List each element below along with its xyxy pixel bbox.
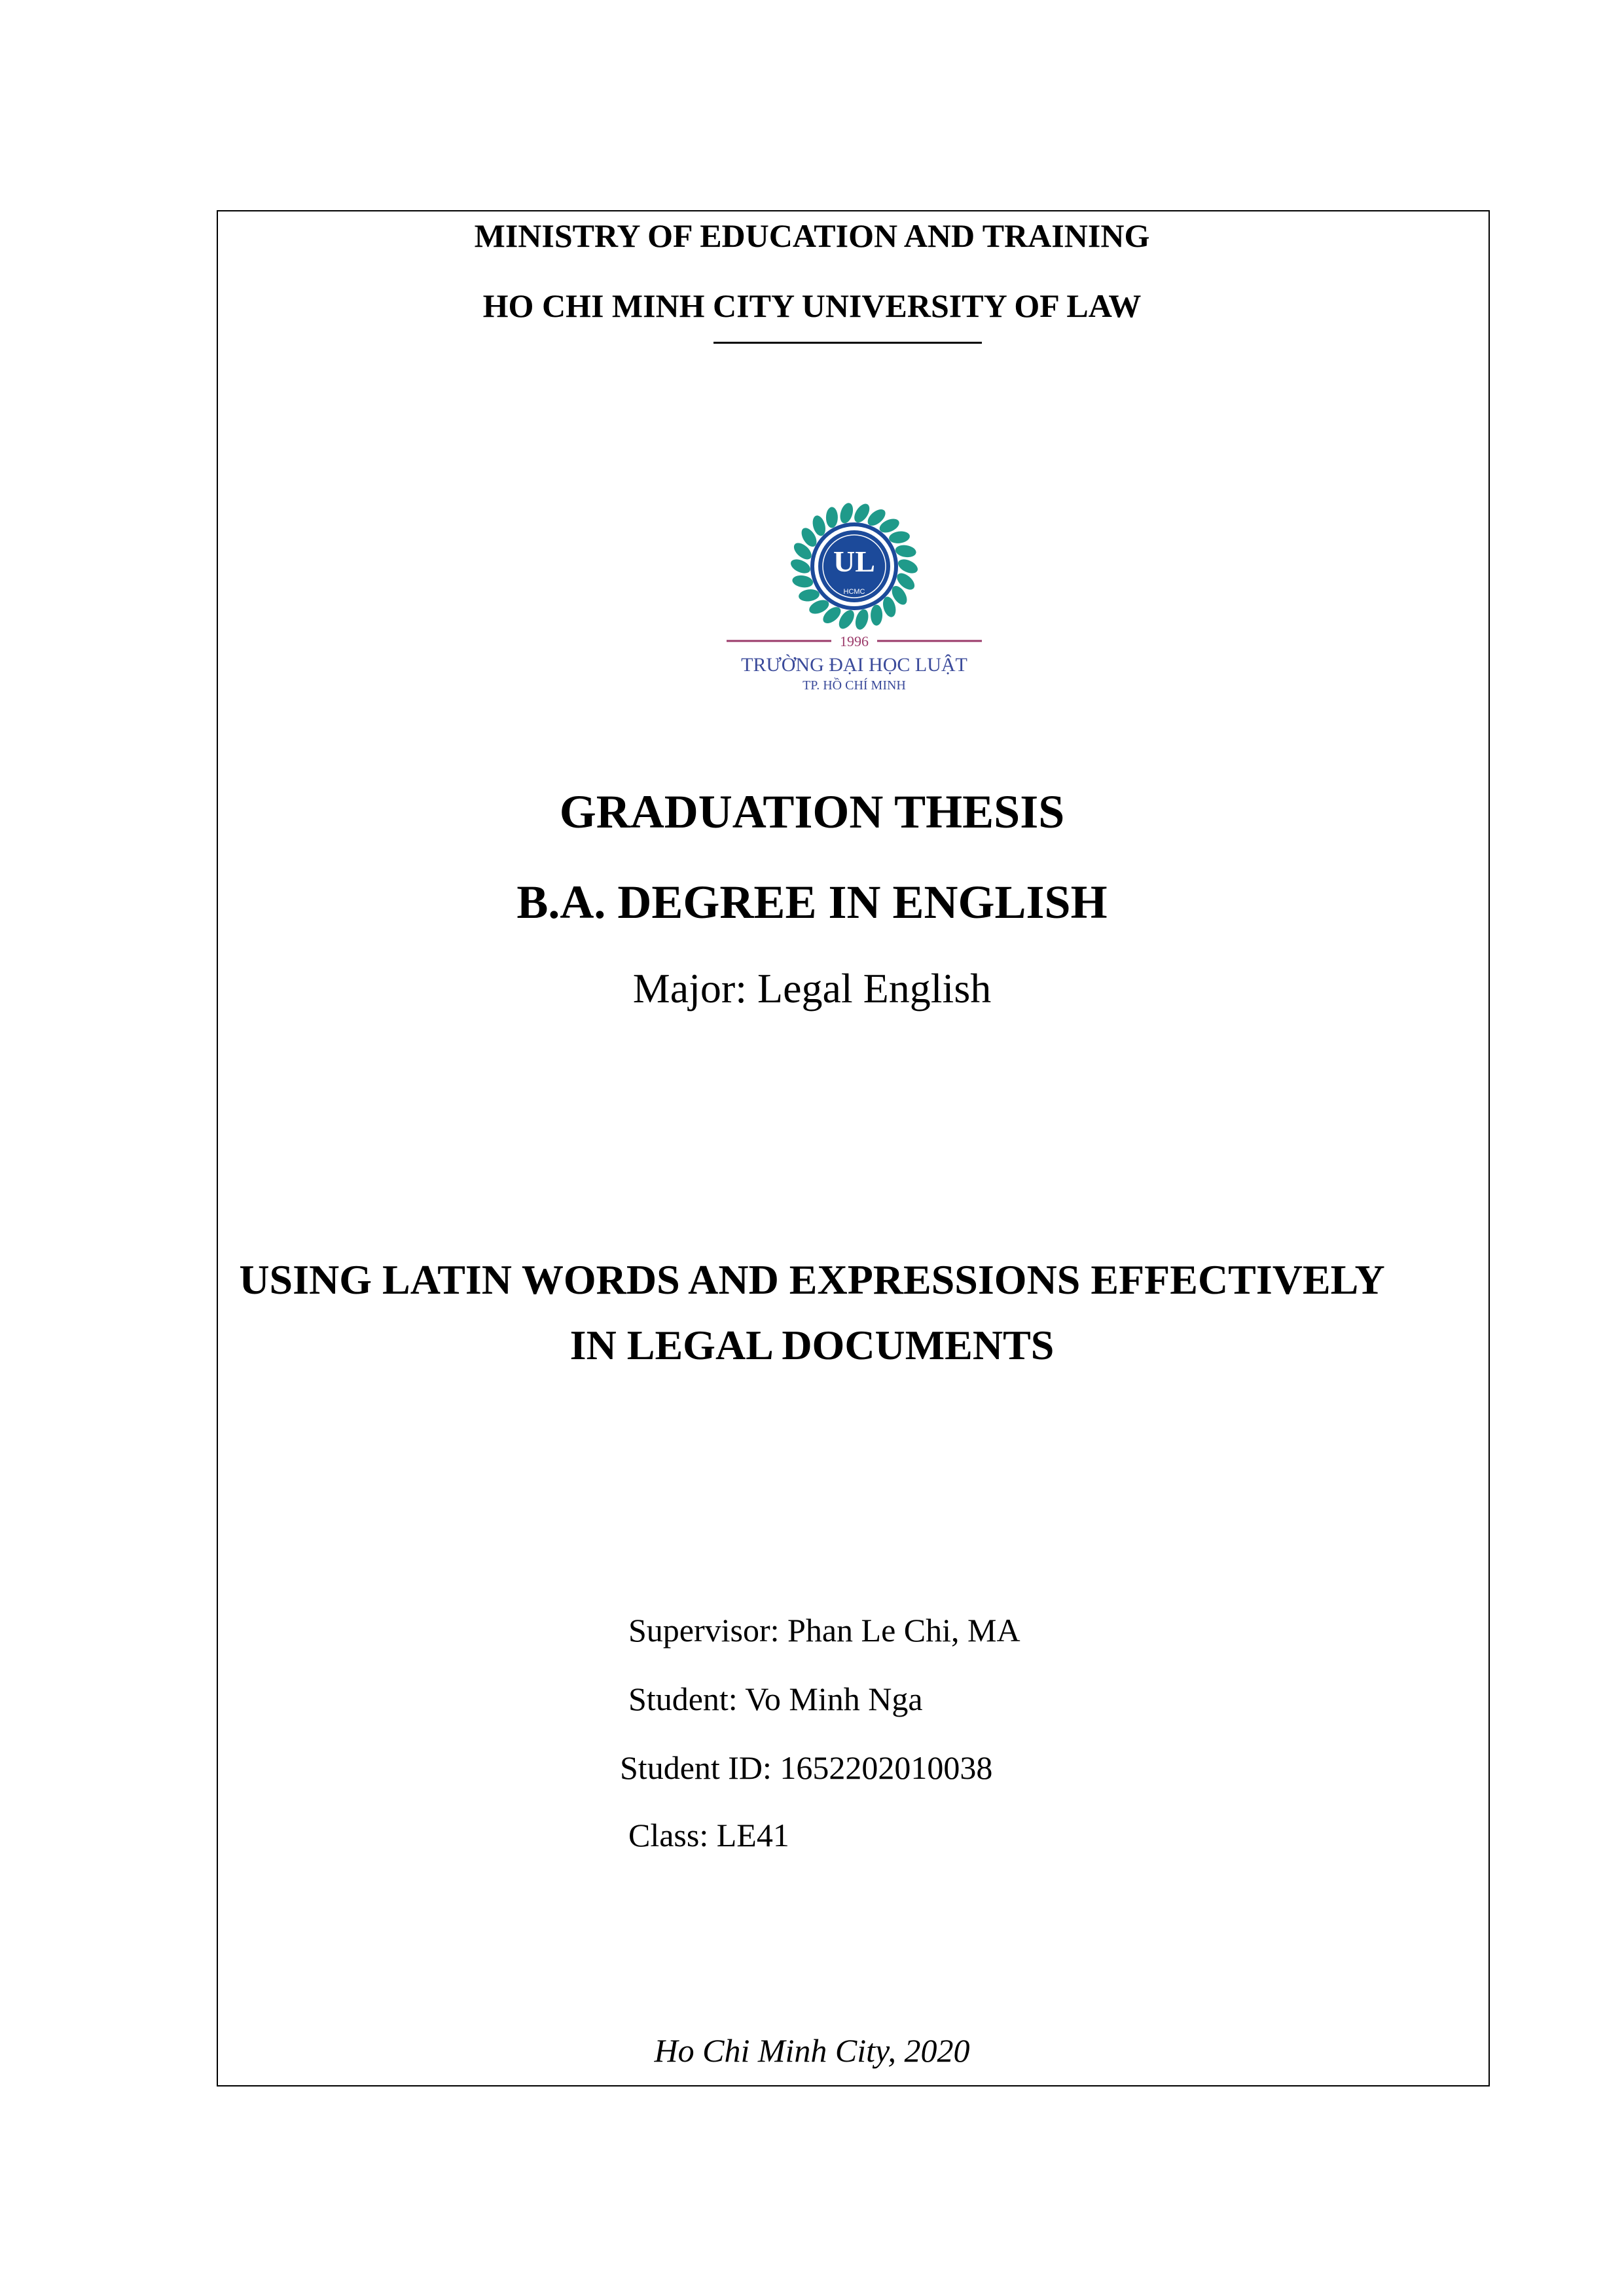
logo-city-code: HCMC xyxy=(843,588,865,596)
logo-year: 1996 xyxy=(840,633,869,649)
header-divider xyxy=(713,342,982,344)
student-id-info: Student ID: 1652202010038 xyxy=(620,1749,993,1786)
university-name: HO CHI MINH CITY UNIVERSITY OF LAW xyxy=(482,287,1142,324)
thesis-title: GRADUATION THESIS xyxy=(559,786,1065,838)
logo-school-city: TP. HỒ CHÍ MINH xyxy=(803,678,906,693)
thesis-topic-line-1: USING LATIN WORDS AND EXPRESSIONS EFFECTIVELY xyxy=(239,1256,1385,1303)
class-info: Class: LE41 xyxy=(628,1817,789,1853)
ministry-name: MINISTRY OF EDUCATION AND TRAINING xyxy=(474,217,1150,254)
thesis-topic-line-2: IN LEGAL DOCUMENTS xyxy=(569,1322,1055,1368)
city-year: Ho Chi Minh City, 2020 xyxy=(654,2032,970,2069)
degree-title: B.A. DEGREE IN ENGLISH xyxy=(516,876,1108,928)
student-name-info: Student: Vo Minh Nga xyxy=(628,1681,923,1717)
logo-school-name: TRƯỜNG ĐẠI HỌC LUẬT xyxy=(741,654,967,676)
supervisor-info: Supervisor: Phan Le Chi, MA xyxy=(628,1612,1020,1649)
page-border xyxy=(217,210,1490,2086)
logo-monogram: UL xyxy=(833,545,875,578)
major-label: Major: Legal English xyxy=(632,965,992,1011)
university-logo xyxy=(727,501,982,717)
